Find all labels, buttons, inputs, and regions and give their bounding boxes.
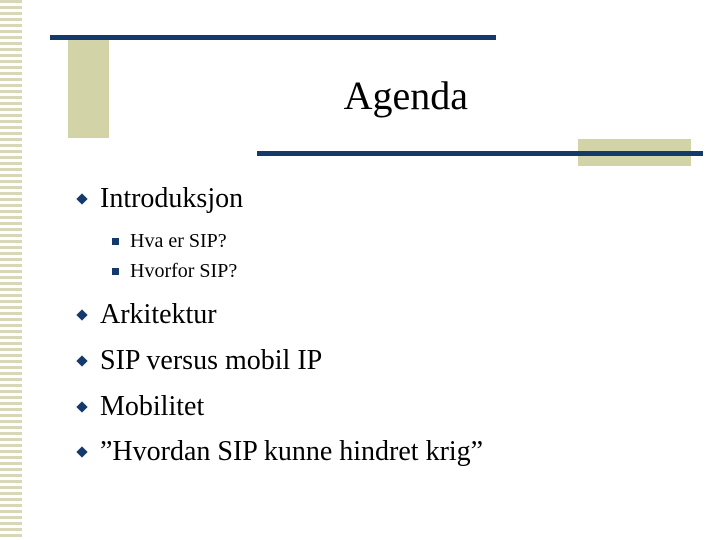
- agenda-item-mobilitet: [100, 390, 204, 424]
- agenda-item-arkitektur: [100, 298, 217, 332]
- diamond-bullet-icon: [76, 193, 87, 204]
- agenda-item-sip-versus-mobil-ip: [100, 344, 322, 378]
- agenda-subitem-label: Hva er SIP?: [130, 230, 227, 252]
- diamond-bullet-icon: [76, 309, 87, 320]
- agenda-item-introduksjon: [100, 182, 243, 216]
- title-top-rule: [50, 35, 496, 40]
- slide-title: Agenda: [343, 73, 468, 118]
- agenda-item-label: Mobilitet: [100, 391, 205, 422]
- agenda-subitem-hvorfor-sip: [130, 259, 237, 283]
- title-bottom-rule: [257, 151, 703, 156]
- agenda-subitem-hva-er-sip: [130, 229, 227, 253]
- diamond-bullet-icon: [76, 446, 87, 457]
- agenda-item-label: ”Hvordan SIP kunne hindret krig”: [100, 436, 484, 467]
- diamond-bullet-icon: [76, 401, 87, 412]
- agenda-item-label: Arkitektur: [100, 299, 217, 330]
- agenda-item-hvordan-sip: [100, 435, 483, 469]
- agenda-item-label: SIP versus mobil IP: [100, 345, 323, 376]
- square-bullet-icon: [112, 238, 119, 245]
- agenda-item-label: Introduksjon: [100, 183, 244, 214]
- square-bullet-icon: [112, 268, 119, 275]
- diamond-bullet-icon: [76, 355, 87, 366]
- agenda-subitem-label: Hvorfor SIP?: [130, 260, 238, 282]
